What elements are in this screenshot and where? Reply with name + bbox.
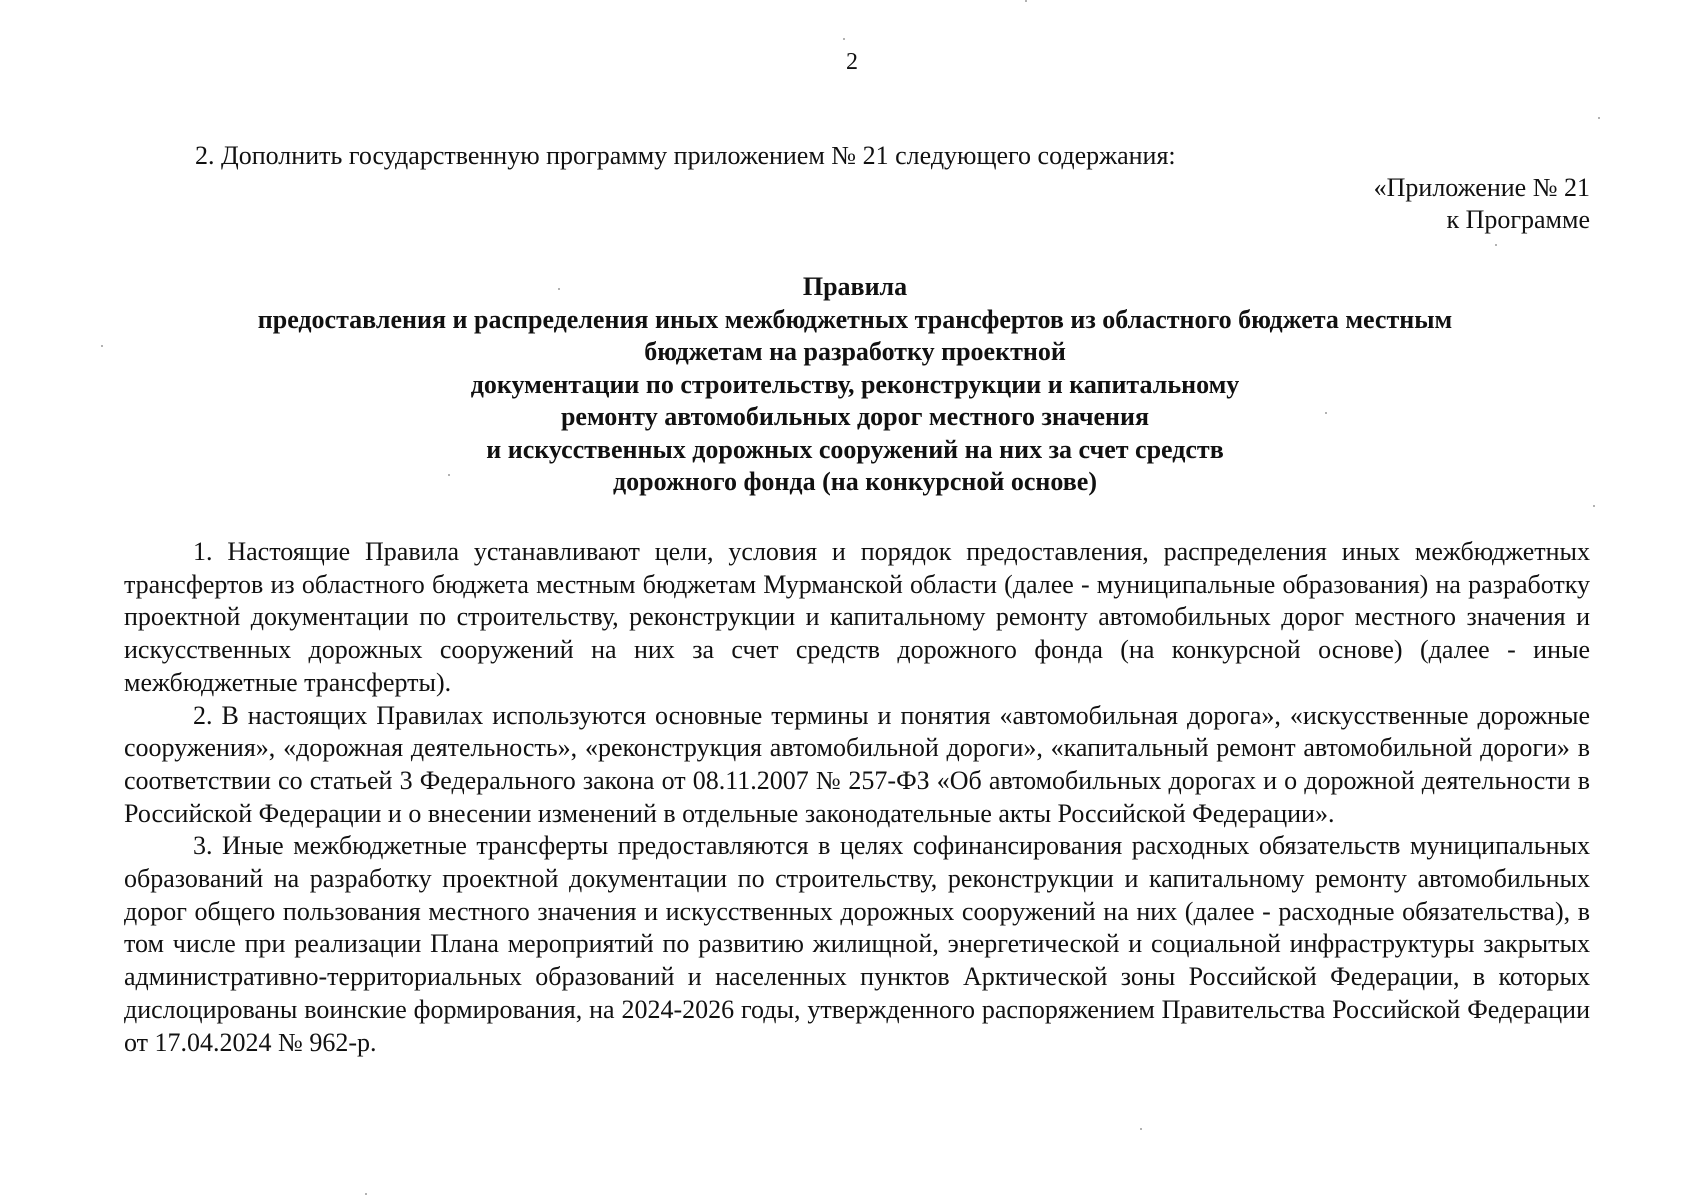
scan-speck xyxy=(1598,117,1600,119)
title-line-6: дорожного фонда (на конкурсной основе) xyxy=(612,467,1098,496)
document-title xyxy=(120,271,1590,499)
scan-speck xyxy=(1025,0,1027,2)
appendix-line-2: к Программе xyxy=(1446,205,1590,234)
intro-line: 2. Дополнить государственную программу приложением № 21 следующего содержания: xyxy=(195,141,1176,170)
title-line-2: бюджетам на разработку проектной xyxy=(644,337,1066,366)
document-body xyxy=(124,536,1590,1059)
page-number: 2 xyxy=(846,49,858,75)
scan-speck xyxy=(558,288,560,290)
scan-speck xyxy=(1495,244,1497,246)
title-line-4: ремонту автомобильных дорог местного значения xyxy=(560,402,1150,431)
scan-speck xyxy=(1593,505,1595,507)
title-line-5: и искусственных дорожных сооружений на них за счет средств xyxy=(486,434,1224,464)
scan-speck xyxy=(1140,1128,1142,1130)
scan-speck xyxy=(843,38,845,40)
title-line-3: документации по строительству, реконструкции и капитальному xyxy=(470,369,1240,399)
appendix-line-1: «Приложение № 21 xyxy=(1373,173,1590,202)
paragraph-2: 2. В настоящих Правилах используются основные термины и понятия «автомобильная дорога», «искусственные дорожные сооружения», «дорожная деятельность», «реконструкция автомобильной дороги», «капитальный ремонт автомобильной дороги» в соответствии со статьей 3 Федерального закона от 08.11.2007 № 257-ФЗ «Об автомобильных дорогах и о дорожной деятельности в Российской Федерации и о внесении изменений в отдельные законодательные акты Российской Федерации». xyxy=(124,700,1590,828)
scan-speck xyxy=(101,345,103,347)
scan-speck xyxy=(365,1193,367,1195)
scan-speck xyxy=(1325,412,1327,414)
appendix-reference xyxy=(1374,172,1590,236)
scan-speck xyxy=(448,474,450,476)
paragraph-1: 1. Настоящие Правила устанавливают цели, условия и порядок предоставления, распределения иных межбюджетных трансфертов из областного бюджета местным бюджетам Мурманской области (далее - муниципальные образования) на разработку проектной документации по строительству, реконструкции и капитальному ремонту автомобильных дорог местного значения и искусственных дорожных сооружений на них за счет средств дорожного фонда (на конкурсной основе) (далее - иные межбюджетные трансферты). xyxy=(124,537,1590,697)
paragraph-3: 3. Иные межбюджетные трансферты предоставляются в целях софинансирования расходных обязательств муниципальных образований на разработку проектной документации по строительству, реконструкции и капитальному ремонту автомобильных дорог общего пользования местного значения и искусственных дорожных сооружений на них (далее - расходные обязательства), в том числе при реализации Плана мероприятий по развитию жилищной, энергетической и социальной инфраструктуры закрытых административно-территориальных образований и населенных пунктов Арктической зоны Российской Федерации, в которых дислоцированы воинские формирования, на 2024-2026 годы, утвержденного распоряжением Правительства Российской Федерации от 17.04.2024 № 962-р. xyxy=(124,831,1590,1057)
title-heading: Правила xyxy=(802,272,908,301)
title-line-1: предоставления и распределения иных межбюджетных трансфертов из областного бюджета местным xyxy=(257,304,1453,334)
